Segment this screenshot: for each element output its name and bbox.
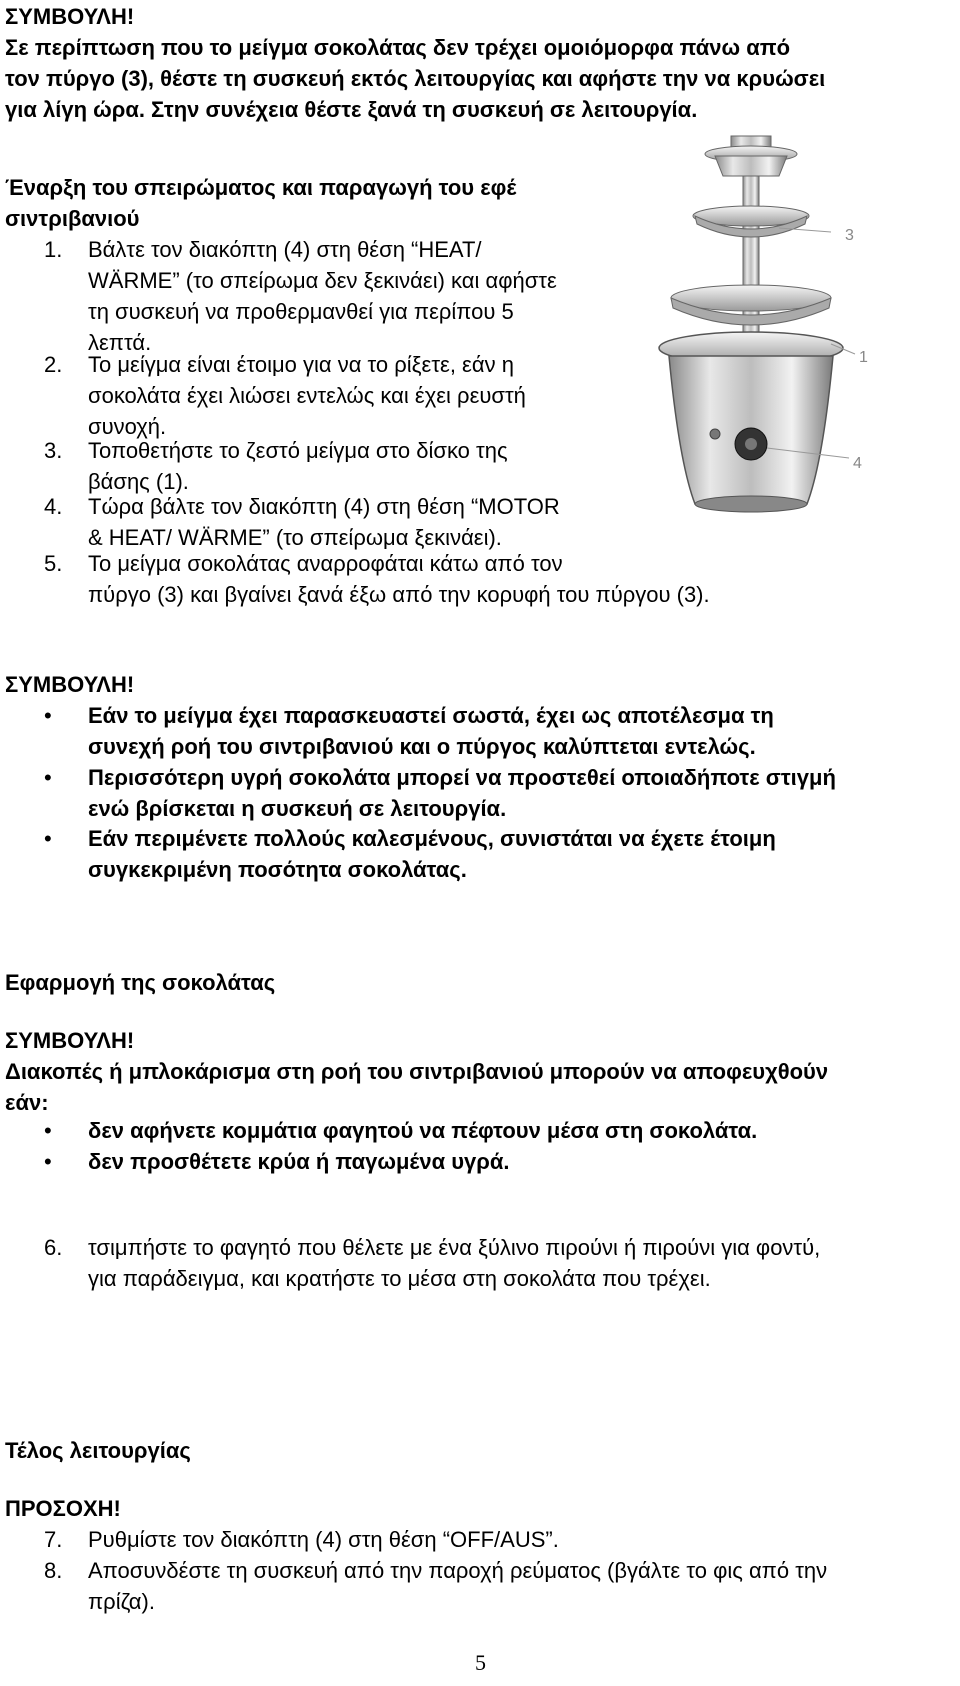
step-2 bbox=[44, 349, 664, 442]
step-text: για παράδειγμα, και κρατήστε το μέσα στη σοκολάτα που τρέχει. bbox=[88, 1266, 711, 1291]
warning-heading bbox=[5, 1493, 121, 1524]
figure-label-3: 3 bbox=[845, 227, 854, 244]
step-text: Ρυθμίστε τον διακόπτη (4) στη θέση “OFF/AUS”. bbox=[88, 1527, 559, 1552]
bullet-item bbox=[44, 700, 944, 762]
figure-label-4: 4 bbox=[853, 455, 862, 472]
tip-1 bbox=[5, 1, 955, 125]
tip-heading: ΣΥΜΒΟΥΛΗ! bbox=[5, 672, 135, 697]
step-number: 4. bbox=[44, 494, 63, 519]
step-text: Το μείγμα είναι έτοιμο για να το ρίξετε, εάν η bbox=[88, 352, 514, 377]
step-text: Το μείγμα σοκολάτας αναρροφάται κάτω από τον bbox=[88, 551, 563, 576]
warning-label: ΠΡΟΣΟΧΗ! bbox=[5, 1496, 121, 1521]
bullet-item bbox=[44, 1146, 944, 1177]
step-4 bbox=[44, 491, 664, 553]
step-text: σοκολάτα έχει λιώσει εντελώς και έχει ρευστή bbox=[88, 383, 526, 408]
heading-line: σιντριβανιού bbox=[5, 206, 140, 231]
bullet-item bbox=[44, 1115, 944, 1146]
tip-line: εάν: bbox=[5, 1090, 49, 1115]
step-text: Τοποθετήστε το ζεστό μείγμα στο δίσκο της bbox=[88, 438, 508, 463]
bullet-text: Εάν περιμένετε πολλούς καλεσμένους, συνιστάται να έχετε έτοιμη bbox=[88, 826, 776, 851]
step-number: 2. bbox=[44, 352, 63, 377]
bullet-item bbox=[44, 823, 944, 885]
bullet-text: συνεχή ροή του σιντριβανιού και ο πύργος καλύπτεται εντελώς. bbox=[88, 734, 756, 759]
tip-2-heading bbox=[5, 669, 134, 700]
section-heading-start bbox=[5, 172, 516, 234]
bullet-text: δεν προσθέτετε κρύα ή παγωμένα υγρά. bbox=[88, 1149, 510, 1174]
heading-line: Έναρξη του σπειρώματος και παραγωγή του εφέ bbox=[5, 175, 517, 200]
bullet-icon: • bbox=[44, 703, 52, 728]
bullet-icon: • bbox=[44, 826, 52, 851]
step-7 bbox=[44, 1524, 944, 1555]
step-1 bbox=[44, 234, 664, 358]
step-number: 1. bbox=[44, 237, 63, 262]
step-number: 6. bbox=[44, 1235, 63, 1260]
step-number: 8. bbox=[44, 1558, 63, 1583]
figure-label-1: 1 bbox=[859, 349, 868, 366]
bullet-text: δεν αφήνετε κομμάτια φαγητού να πέφτουν μέσα στη σοκολάτα. bbox=[88, 1118, 758, 1143]
bullet-text: Περισσότερη υγρή σοκολάτα μπορεί να προστεθεί οποιαδήποτε στιγμή bbox=[88, 765, 836, 790]
step-text: WÄRME” (το σπείρωμα δεν ξεκινάει) και αφήστε bbox=[88, 268, 557, 293]
step-3 bbox=[44, 435, 664, 497]
step-number: 5. bbox=[44, 551, 63, 576]
bullet-text: ενώ βρίσκεται η συσκευή σε λειτουργία. bbox=[88, 796, 507, 821]
tip-line: τον πύργο (3), θέστε τη συσκευή εκτός λειτουργίας και αφήστε την να κρυώσει bbox=[5, 66, 826, 91]
apply-tip bbox=[5, 1025, 955, 1118]
step-text: βάσης (1). bbox=[88, 469, 189, 494]
bullet-item bbox=[44, 762, 944, 824]
heading-line: Εφαρμογή της σοκολάτας bbox=[5, 970, 276, 995]
step-text: πύργο (3) και βγαίνει ξανά έξω από την κορυφή του πύργου (3). bbox=[88, 582, 710, 607]
tip-line: Διακοπές ή μπλοκάρισμα στη ροή του σιντριβανιού μπορούν να αποφευχθούν bbox=[5, 1059, 829, 1084]
step-8 bbox=[44, 1555, 944, 1617]
step-number: 3. bbox=[44, 438, 63, 463]
tip-line: Σε περίπτωση που το μείγμα σοκολάτας δεν τρέχει ομοιόμορφα πάνω από bbox=[5, 35, 791, 60]
tip-heading: ΣΥΜΒΟΥΛΗ! bbox=[5, 4, 135, 29]
step-text: λεπτά. bbox=[88, 330, 152, 355]
step-5 bbox=[44, 548, 924, 610]
bullet-icon: • bbox=[44, 765, 52, 790]
step-text: τσιμπήστε το φαγητό που θέλετε με ένα ξύλινο πιρούνι ή πιρούνι για φοντύ, bbox=[88, 1235, 821, 1260]
step-text: Τώρα βάλτε τον διακόπτη (4) στη θέση “MOTOR bbox=[88, 494, 560, 519]
step-number: 7. bbox=[44, 1527, 63, 1552]
chocolate-fountain-illustration bbox=[655, 132, 905, 534]
heading-line: Τέλος λειτουργίας bbox=[5, 1438, 191, 1463]
page-number: 5 bbox=[475, 1650, 486, 1675]
step-text: τη συσκευή να προθερμανθεί για περίπου 5 bbox=[88, 299, 514, 324]
step-text: & HEAT/ WÄRME” (το σπείρωμα ξεκινάει). bbox=[88, 525, 502, 550]
bullet-text: συγκεκριμένη ποσότητα σοκολάτας. bbox=[88, 857, 467, 882]
tip-heading: ΣΥΜΒΟΥΛΗ! bbox=[5, 1028, 135, 1053]
section-heading-apply bbox=[5, 967, 275, 998]
step-text: Βάλτε τον διακόπτη (4) στη θέση “HEAT/ bbox=[88, 237, 482, 262]
step-text: πρίζα). bbox=[88, 1589, 155, 1614]
tip-line: για λίγη ώρα. Στην συνέχεια θέστε ξανά τη συσκευή σε λειτουργία. bbox=[5, 97, 698, 122]
step-text: Αποσυνδέστε τη συσκευή από την παροχή ρεύματος (βγάλτε το φις από την bbox=[88, 1558, 828, 1583]
step-6 bbox=[44, 1232, 944, 1294]
bullet-icon: • bbox=[44, 1118, 52, 1143]
step-text: συνοχή. bbox=[88, 414, 167, 439]
bullet-icon: • bbox=[44, 1149, 52, 1174]
section-heading-end bbox=[5, 1435, 191, 1466]
bullet-text: Εάν το μείγμα έχει παρασκευαστεί σωστά, έχει ως αποτέλεσμα τη bbox=[88, 703, 774, 728]
